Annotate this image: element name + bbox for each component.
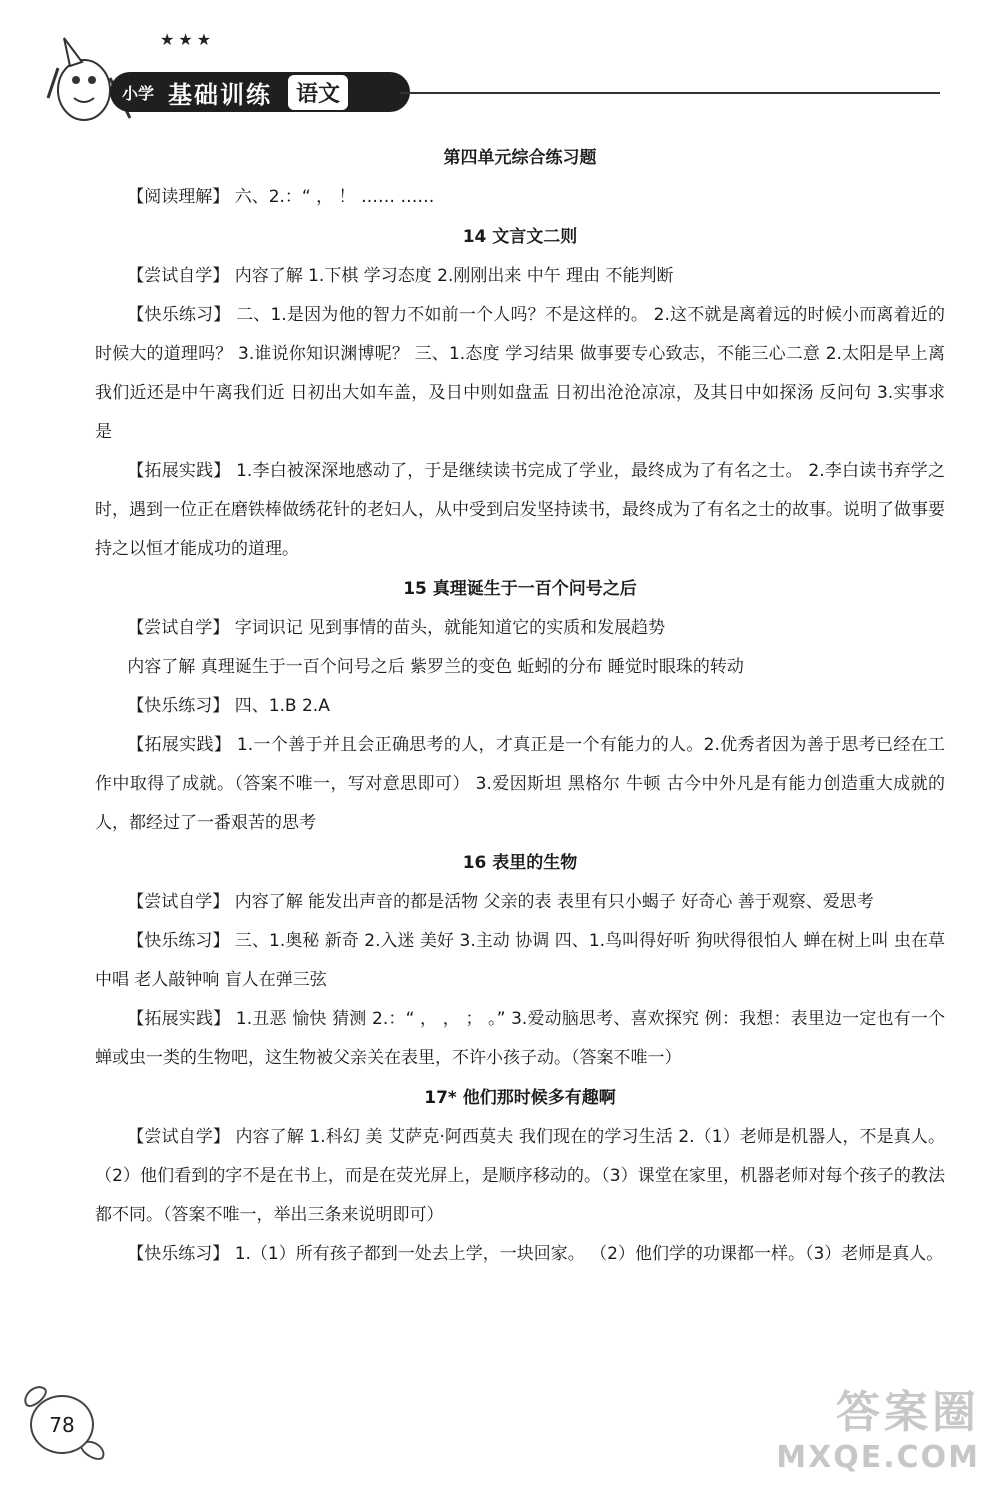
watermark-url: MXQE.COM	[776, 1440, 980, 1475]
answer-paragraph: 【拓展实践】 1.丑恶 愉快 猜测 2.：“ ， ， ； 。” 3.爱动脑思考、喜欢探究 例：我想：表里边一定也有一个蝉或虫一类的生物吧，这生物被父亲关在表里，不许小孩子动。（答案不唯一）	[95, 1009, 945, 1068]
answer-paragraph: 【快乐练习】 四、1.B 2.A	[127, 696, 330, 716]
answer-paragraph: 【阅读理解】 六、2.：“ ， ！ …… ……	[127, 187, 435, 207]
answer-paragraph: 【尝试自学】 内容了解 能发出声音的都是活物 父亲的表 表里有只小蝎子 好奇心 善于观察、爱思考	[127, 892, 874, 912]
site-watermark	[776, 1376, 980, 1475]
page-header	[0, 0, 1000, 130]
answer-paragraph: 内容了解 真理诞生于一百个问号之后 紫罗兰的变色 蚯蚓的分布 睡觉时眼珠的转动	[127, 657, 744, 677]
page-number: 78	[30, 1395, 94, 1454]
series-banner	[110, 72, 410, 112]
answer-paragraph: 【拓展实践】 1.李白被深深地感动了，于是继续读书完成了学业，最终成为了有名之士。 2.李白读书弃学之时，遇到一位正在磨铁棒做绣花针的老妇人，从中受到启发坚持读书，最终成为了有名之士的故事。说明了做事要持之以恒才能成功的道理。	[95, 461, 945, 559]
section-heading: 17* 他们那时候多有趣啊	[424, 1088, 616, 1108]
section-heading: 16 表里的生物	[462, 853, 578, 873]
watermark-logo: 答案圈	[836, 1387, 980, 1438]
header-divider	[400, 92, 940, 94]
answer-paragraph: 【快乐练习】 三、1.奥秘 新奇 2.入迷 美好 3.主动 协调 四、1.鸟叫得好听 狗吠得很怕人 蝉在树上叫 虫在草中唱 老人敲钟响 盲人在弹三弦	[95, 931, 945, 990]
answer-paragraph: 【尝试自学】 字词识记 见到事情的苗头，就能知道它的实质和发展趋势	[127, 618, 666, 638]
stars-icon: ★★★	[160, 30, 216, 49]
answer-paragraph: 【快乐练习】 二、1.是因为他的智力不如前一个人吗？不是这样的。 2.这不就是离着远的时候小而离着近的时候大的道理吗？ 3.谁说你知识渊博呢？ 三、1.态度 学习结果 做事要专心致志，不能三心二意 2.太阳是早上离我们近还是中午离我们近 日初出大如车盖，及日中则如盘盂 日初出沧沧凉凉，及其日中如探汤 反问句 3.实事求是	[95, 305, 945, 442]
answer-paragraph: 【快乐练习】 1.（1）所有孩子都到一处去上学，一块回家。 （2）他们学的功课都一样。（3）老师是真人。	[127, 1244, 944, 1264]
answer-paragraph: 【尝试自学】 内容了解 1.下棋 学习态度 2.刚刚出来 中午 理由 不能判断	[127, 266, 674, 286]
section-heading: 15 真理诞生于一百个问号之后	[403, 579, 637, 599]
answer-content	[95, 138, 945, 1274]
section-heading: 14 文言文二则	[462, 227, 578, 247]
series-small-label: 小学	[122, 83, 155, 103]
subject-label: 语文	[286, 73, 350, 112]
series-title: 基础训练	[168, 80, 273, 109]
answer-paragraph: 【拓展实践】 1.一个善于并且会正确思考的人，才真正是一个有能力的人。2.优秀者因为善于思考已经在工作中取得了成就。（答案不唯一，写对意思即可） 3.爱因斯坦 黑格尔 牛顿 古今中外凡是有能力创造重大成就的人，都经过了一番艰苦的思考	[95, 735, 945, 833]
section-heading: 第四单元综合练习题	[443, 148, 597, 168]
answer-paragraph: 【尝试自学】 内容了解 1.科幻 美 艾萨克·阿西莫夫 我们现在的学习生活 2.（1）老师是机器人，不是真人。 （2）他们看到的字不是在书上，而是在荧光屏上，是顺序移动的。（3）课堂在家里，机器老师对每个孩子的教法都不同。（答案不唯一，举出三条来说明即可）	[95, 1127, 945, 1225]
